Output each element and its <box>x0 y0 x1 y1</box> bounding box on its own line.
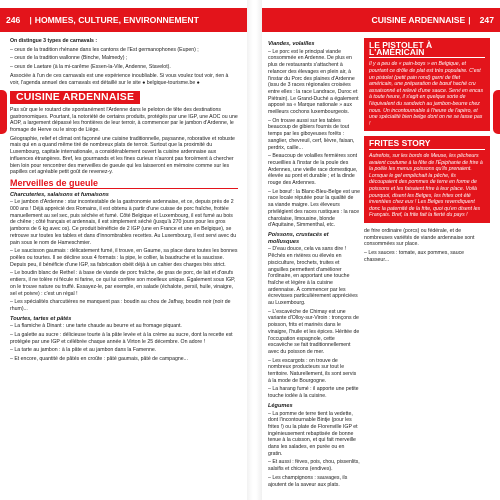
item-paragraph: – Le boudin blanc de Rethel : à base de viande de porc fraîche, de gras de porc, de lait et d'œufs entiers, il ne tolère ni fécule ni farine, ce qui lui confère son moelleux unique. Également sous IGP, on le trouve nature ou truffé. Essayez-le, par exemple, en salade (échalote, persil, huile, vinaigre, sel et poivre) : c'est un régal ! <box>10 270 236 297</box>
item-paragraph: – Le jambon d'Ardenne : star incontestable de la gastronomie ardennaise, et ce, depuis près de 2 000 ans ! Déjà apprécié des Romains, il est obtenu à partir d'une cuisse de porc fraîche, frottée manuellement au sel sec, puis séchée et fumé. Côté Belgique et Luxembourg, il est fumé au bois de chêne ; côté français et ardennais, il est simplement séché (jusqu'à 270 jours pour les gros jambons de 6 kg avec os). Ce produit bénéficie de 2 IGP (une en France et une en Belgique), se retrouve sur toutes les tables et dans d'innombrables recettes. Au Luxembourg, il est servi avec du pain sous le nom de Hameschmier. <box>10 199 237 246</box>
item-paragraph: – Et encore, quantité de pâtés en croûte : pâté gaumais, pâté de campagne... <box>10 356 188 363</box>
item-paragraph: – Et aussi : fèves, pois, chou, pissenlits, salsifis et chicons (endives). <box>268 459 360 473</box>
carnival-note: Associée à l'un de ces carnavals est une expérience inoubliable. Si vous voulez tout voir, rien à voir, l'agenda annuel des carnavals est détaillé sur le site ● belgique-tourisme.be ● <box>10 72 229 86</box>
subhead-merveilles: Merveilles de gueule <box>10 180 238 189</box>
item-paragraph: de frire ordinaire (porcs) ou fédérale, et de nombreuses variétés de viande ardennaise sont consommées sur place. <box>364 227 475 248</box>
box-text: Il y a peu de « pain-boys » en Belgique, et pourtant ce drôle de plat est très populaire. C'est un pistolet (petit pain rond) garni de filet américain, une préparation de bœuf haché cru assaisonné et relevé d'une sauce. Servi en encas à toute heure, il s'agit en quelque sorte de l'équivalent du sandwich au jambon-beurre chez nous. Un incontournable à l'heure de l'apéro, et une spécialité bien belge dont on ne se lasse pas ! <box>369 61 484 127</box>
item-paragraph: – Beaucoup de volailles fermières sont recueillies à l'instar de la poule des Ardennes, une vieille race domestique, élevée au pont et durable ; et la dinde rouge des Ardennes. <box>268 153 358 187</box>
carnival-item: – ceux de la tradition wallonne (Binche, Malmedy) ; <box>10 55 128 62</box>
category-heading: Légumes <box>268 402 293 409</box>
item-paragraph: – Le bœuf : la Blanc-Bleu-Belge est une race locale réputée pour la qualité de sa viande maigre. Les éleveurs privilégient des races rustiques : la race charolaise, limousine, blonde d'Aquitaine, Simmenthal, etc. <box>268 188 360 229</box>
sidebar-box-pistolet <box>364 38 490 131</box>
section-title: CUISINE ARDENNAISE <box>10 91 140 104</box>
box-text: Autrefois, sur les bords de Meuse, les pêcheurs avaient coutume à la fête de l'Épiphanie de frire à la poêle les menus poissons qu'ils prenaient. Lorsque le gel empêchait la pêche, ils découpaient des pommes de terre en forme de poissons et les faisaient frire à leur place. Voilà pourquoi, disent les Belges, les frites ont été inventées chez eux ! Les Belges revendiquent donc la paternité de la frite, quoi qu'en disent les Français. Bref, la frite fait la fierté du pays ! <box>369 153 483 219</box>
left-page-header <box>0 8 247 32</box>
right-thumb-tab <box>493 90 500 134</box>
item-paragraph: – La pomme de terre tient la vedette, dont l'incontournable Bintje (pour les frites !) ou la plate de Florenville IGP et ingénieusement rebaptisée de bonne tenue à la cuisson, et qui fait merveille dans les salades, en purée ou en gratin. <box>268 410 358 457</box>
sidebar-box-frites <box>364 136 490 223</box>
category-heading: Viandes, volailles <box>268 41 315 47</box>
item-paragraph: – La galette au sucre : délicieuse tourte à la pâte levée et à la crème au sucre, dont la recette est protégée par une IGP et célébrée chaque année à Virton le 25 décembre. On adore ! <box>10 332 233 345</box>
item-paragraph: – Les sauces : tomate, aux pommes, sauce chasseur... <box>364 250 465 263</box>
item-paragraph: – On trouve aussi sur les tables beaucoup de gibiers fournis de tout temps par les giboyeuses forêts : sanglier, chevreuil, cerf, lièvre, faisan, perdrix, caille... <box>268 117 355 151</box>
item-paragraph: – D'eau douce, cela va sans dire ! Pêchés en rivières ou élevés en pisciculture, brochets, truites et anguilles permettent d'améliorer l'ordinaire, en apportant une touche fraîche et légère à la cuisine ardennaise. À commencer par les écrevisses particulièrement appréciées au Luxembourg. <box>268 246 358 307</box>
left-thumb-tab <box>0 90 7 134</box>
carnival-intro: On distingue 3 types de carnavals : <box>10 38 98 44</box>
item-paragraph: – La harang fumé : il apporte une petite touche iodée à la cuisine. <box>268 386 359 400</box>
header-separator: | <box>468 15 471 25</box>
carnival-item: – ceux de la tradition rhénane dans les cantons de l'Est germanophones (Eupen) ; <box>10 46 199 53</box>
item-paragraph: – Les spécialités charcutières ne manquent pas : boudin au chou de Jafhay, boudin noir (noir de rhum)... <box>10 299 231 312</box>
header-separator: | <box>29 15 32 25</box>
section-paragraph: Géographie, relief et climat ont façonné une cuisine traditionnelle, paysanne, roborative et robuste mais qui en a quand même tiré de nombreux plats de terroir. Surtout que la proximité du Luxembourg, capitale internationale, a considérablement ouvert la cuisine ardennaise aux influences étrangères. Bref, les gourmands et les fines curieux n'auront pas forcément à chercher bien loin pour rencontrer des merveilles de gueule qui les laisseront en mémoire comme sur les papilles cet agréable petit goût de revenez-y. <box>10 135 235 176</box>
item-paragraph: – Le saucisson gaumais : délicatement fumé, il trouve, en Gaume, sa place dans toutes les bonnes poêles ou tourtes. Il se décline sous 4 formats : la pipe, le collier, la baudruche et la saucisse. Depuis peu, il bénéficie d'une IGP, sa fabrication obéit déjà à un cahier des charges très strict. <box>10 248 238 268</box>
item-paragraph: – La tarte au jambon : à la pâte et au jambon dans la Famenne. <box>10 347 157 354</box>
left-page-number: 246 <box>6 15 21 25</box>
item-paragraph: – L'escavèche de Chimay est une variante d'Olloy-sur-Viroin : tronçons de poisson, frits et marinés dans le vinaigre, l'huile et les épices. Héritée de l'occupation espagnole, cette escavèche se fait traditionnellement avec du poisson de mer. <box>268 308 360 355</box>
section-paragraph: Pas sûr que le routard cite spontanément l'Ardenne dans le peloton de tête des destinations gastronomiques. Pourtant, la notoriété de certains produits, protégés par une IGP, une AOC ou une AOP, a largement dépassé les frontières de leur terroir, à commencer par le jambon d'Ardenne, le fromage de Herve ou le sirop de Liège. <box>10 106 238 134</box>
right-page-header <box>262 8 500 32</box>
book-gutter <box>247 0 262 500</box>
left-page-column <box>10 38 238 494</box>
item-paragraph: – Le porc est le principal viande consommée en Ardenne. De plus en plus de restaurants s'attachent à relancer des élevages en plein air, à l'instar du Porc des plaines d'Ardenne (issu de 3 races régionales croisées entre elles : la race Landrace, Duroc et Piétrain). Le Grand-Duché a également apposé sa « Marque nationale » aux meilleurs cochons luxembourgeois. <box>268 48 359 116</box>
right-page-title: CUISINE ARDENNAISE <box>371 15 466 25</box>
right-page-number: 247 <box>479 15 494 25</box>
item-paragraph: – Les champignons : sauvages, ils ajoutent de la saveur aux plats. <box>268 474 348 488</box>
category-heading: Tourtes, tartes et pâtés <box>10 315 72 322</box>
item-paragraph: – La flamiche à Dinant : une tarte chaude au beurre et au fromage piquant. <box>10 323 182 330</box>
box-title: LE PISTOLET À L'AMÉRICAIN <box>369 42 485 58</box>
left-page-title: HOMMES, CULTURE, ENVIRONNEMENT <box>34 15 199 25</box>
category-heading: Charcuteries, salaisons et fumaisons <box>10 191 109 198</box>
item-paragraph: – Les escargots : on trouve de nombreux producteurs sur tout le territoire. Naturellement, ils sont servis à la mode de Bourgogne. <box>268 357 357 384</box>
right-page-column-1 <box>268 38 360 494</box>
category-heading: Poissons, crustacés et mollusques <box>268 231 329 245</box>
right-page-column-2 <box>364 38 490 494</box>
carnival-item: – ceux de Laetare (à la mi-carême (Essen-la-Vile, Andenne, Stavelot). <box>10 64 171 71</box>
box-title: FRITES STORY <box>369 140 485 150</box>
